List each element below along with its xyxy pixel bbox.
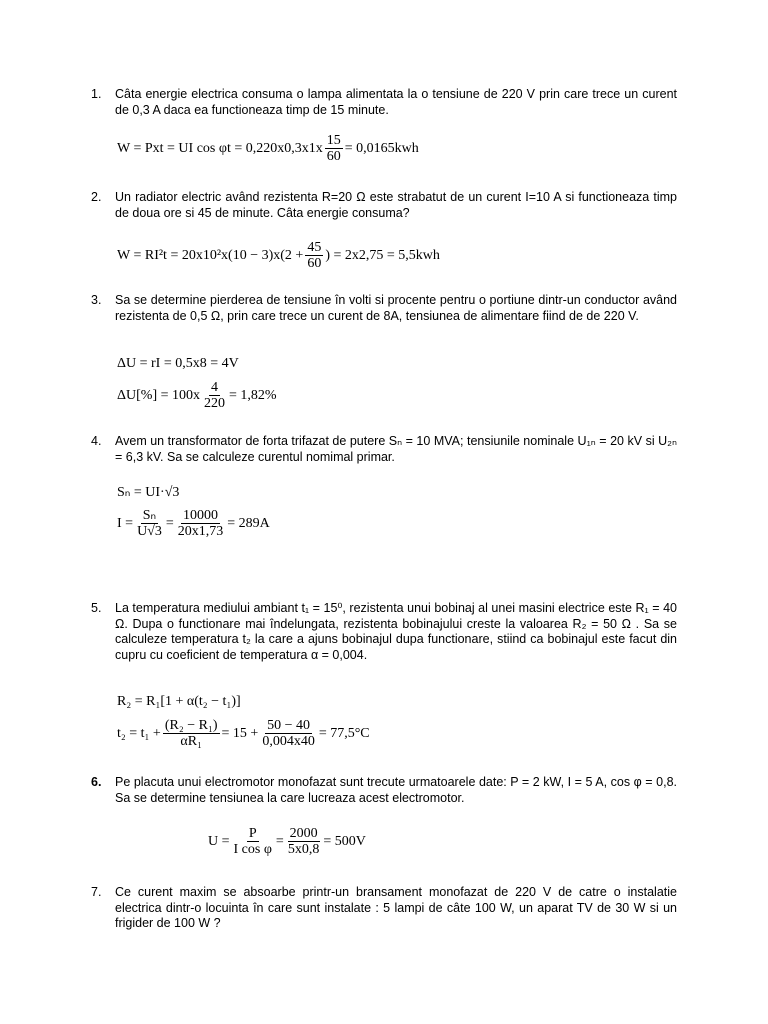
formula-rhs: = 500V — [323, 833, 366, 849]
denominator: 60 — [326, 149, 341, 164]
formula-5a — [117, 694, 241, 710]
fraction — [176, 508, 226, 539]
fraction — [163, 718, 220, 749]
problem-number: 7. — [91, 885, 102, 899]
formula-6 — [208, 826, 366, 857]
formula-lhs: t₂ = t₁ + — [117, 725, 161, 741]
problem-number: 3. — [91, 293, 102, 307]
problem-6 — [91, 775, 677, 806]
fraction — [232, 826, 274, 857]
formula-3b — [117, 380, 277, 411]
denominator: 220 — [204, 396, 225, 411]
denominator: 20x1,73 — [177, 524, 224, 539]
problem-number: 4. — [91, 434, 102, 448]
denominator: 0,004x40 — [262, 734, 315, 749]
problem-text: Ce curent maxim se absoarbe printr-un bransament monofazat de 220 V de catre o instalatie electrica dintr-o locuinta în care sunt instalate : 5 lampi de câte 100 W, un aparat TV de 30 W si un frigider de 100 W ? — [115, 885, 677, 930]
formula-rhs: = 77,5°C — [318, 725, 370, 741]
formula-lhs: W = RI²t = 20x10²x(10 − 3)x(2 + — [117, 247, 304, 263]
problem-2 — [91, 190, 677, 221]
formula-rhs: = 0,0165kwh — [344, 140, 419, 156]
problem-number: 2. — [91, 190, 102, 204]
problem-3 — [91, 293, 677, 324]
formula-mid: = — [275, 833, 284, 849]
formula-lhs: U = — [208, 833, 230, 849]
denominator: 5x0,8 — [287, 842, 320, 857]
formula-lhs: W = Pxt = UI cos φt = 0,220x0,3x1x — [117, 140, 323, 156]
problem-text: Avem un transformator de forta trifazat de putere Sₙ = 10 MVA; tensiunile nominale U₁ₙ = 20 kV si U₂ₙ = 6,3 kV. Sa se calculeze curentul nomimal primar. — [115, 434, 677, 464]
formula-lhs: Sₙ = UI·√3 — [117, 485, 180, 500]
formula-lhs: I = — [117, 515, 134, 531]
fraction — [325, 133, 343, 164]
numerator: Sₙ — [142, 508, 157, 523]
problem-text: Câta energie electrica consuma o lampa alimentata la o tensiune de 220 V prin care trece un curent de 0,3 A daca ea functioneaza timp de 15 minute. — [115, 87, 677, 117]
numerator: 45 — [307, 240, 322, 255]
formula-lhs: R₂ = R₁[1 + α(t₂ − t₁)] — [117, 694, 241, 709]
formula-3a — [117, 356, 239, 372]
fraction — [260, 718, 317, 749]
denominator: αR₁ — [180, 734, 202, 749]
problem-7 — [91, 885, 677, 932]
denominator: I cos φ — [233, 842, 272, 857]
fraction — [135, 508, 164, 539]
formula-rhs: = 289A — [227, 515, 270, 531]
formula-rhs: = 1,82% — [229, 387, 277, 403]
formula-mid: = 15 + — [221, 725, 259, 741]
fraction — [202, 380, 227, 411]
formula-4a — [117, 484, 179, 501]
formula-4b — [117, 508, 270, 539]
numerator: 15 — [326, 133, 341, 148]
formula-2 — [117, 240, 440, 271]
problem-4 — [91, 434, 677, 465]
problem-text: La temperatura mediului ambiant t₁ = 15⁰, rezistenta unui bobinaj al unei masini electrice este R₁ = 40 Ω. Dupa o functionare mai îndelungata, rezistenta bobinajului creste la valoarea R₂ = 50 Ω . Sa se calculeze temperatura t₂ la care a ajuns bobinajul dupa functionare, stiind ca bobinajul este facut din cupru cu coeficient de temperatura α = 0,004. — [115, 601, 677, 662]
problem-1 — [91, 87, 677, 118]
denominator: U√3 — [137, 524, 162, 539]
problem-text: Pe placuta unui electromotor monofazat sunt trecute urmatoarele date: P = 2 kW, I = 5 A, cos φ = 0,8. Sa se determine tensiunea la care lucreaza acest electromotor. — [115, 775, 677, 805]
formula-5b — [117, 718, 370, 749]
problem-number: 5. — [91, 601, 102, 615]
problem-number: 6. — [91, 775, 102, 789]
numerator: 2000 — [289, 826, 318, 841]
fraction — [286, 826, 322, 857]
numerator: (R₂ − R₁) — [164, 718, 218, 733]
problem-text: Sa se determine pierderea de tensiune în volti si procente pentru o portiune dintr-un conductor având rezistenta de 0,5 Ω, prin care trece un curent de 8A, tensiunea de alimentare fiind de de 220 V. — [115, 293, 677, 323]
formula-lhs: ΔU[%] = 100x — [117, 387, 200, 403]
numerator: 10000 — [183, 508, 219, 523]
fraction — [305, 240, 323, 271]
problem-5 — [91, 601, 677, 663]
problem-text: Un radiator electric având rezistenta R=20 Ω este strabatut de un curent I=10 A si functioneaza timp de doua ore si 45 de minute. Câta energie consuma? — [115, 190, 677, 220]
numerator: 50 − 40 — [267, 718, 311, 733]
formula-lhs: ΔU = rI = 0,5x8 = 4V — [117, 356, 239, 371]
numerator: P — [248, 826, 257, 841]
formula-mid: = — [165, 515, 174, 531]
formula-rhs: ) = 2x2,75 = 5,5kwh — [325, 247, 440, 263]
denominator: 60 — [307, 256, 322, 271]
formula-1 — [117, 133, 419, 164]
problem-number: 1. — [91, 87, 102, 101]
numerator: 4 — [211, 380, 218, 395]
